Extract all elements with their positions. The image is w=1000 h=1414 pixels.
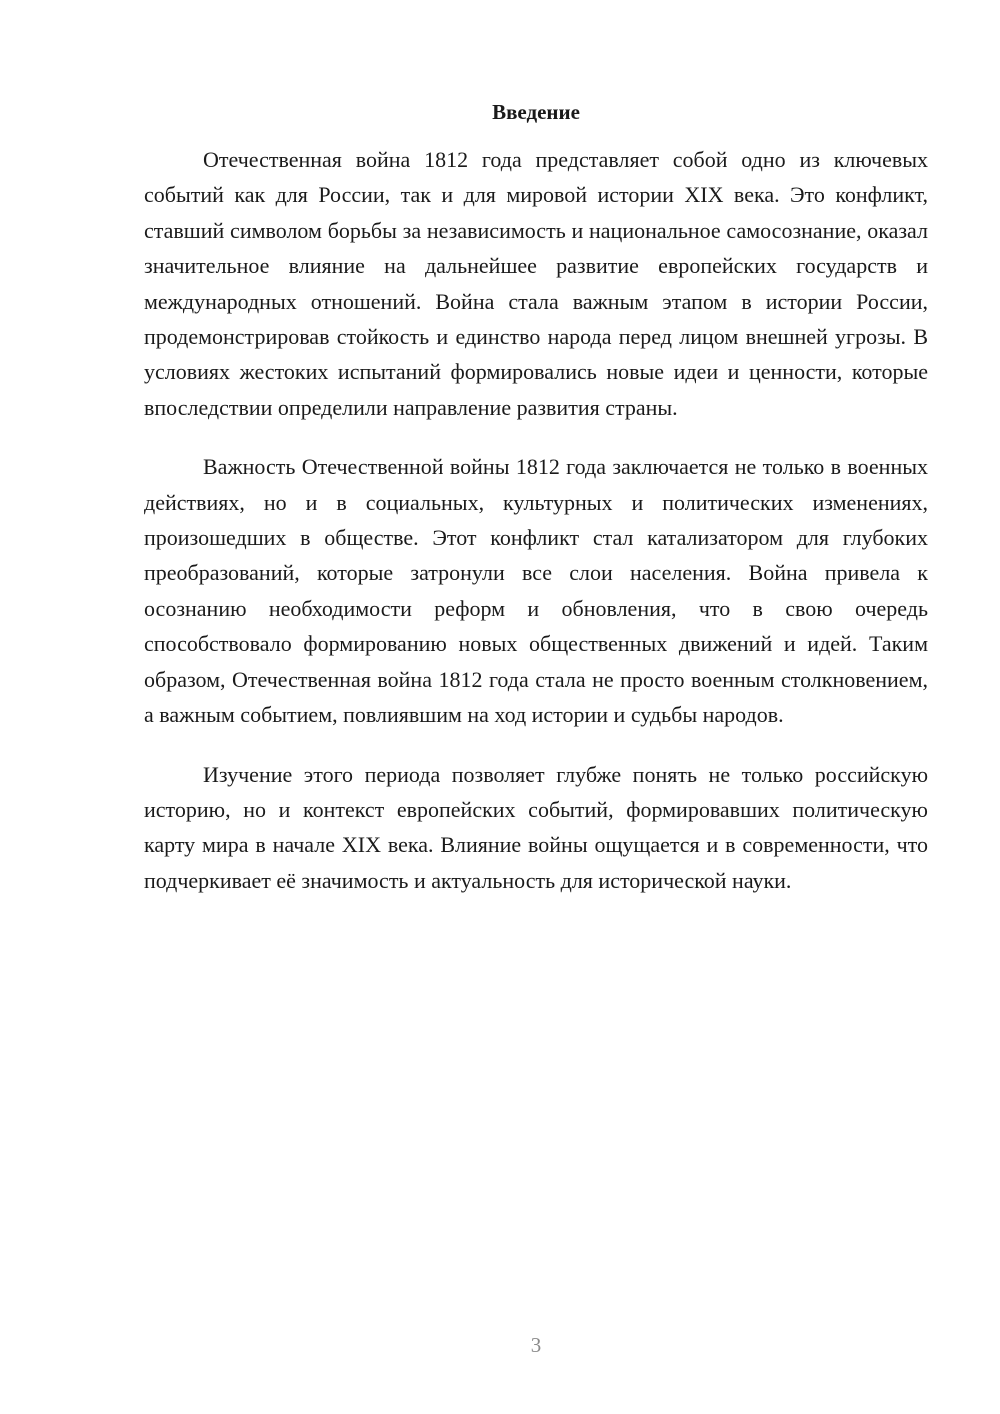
paragraph-1: Отечественная война 1812 года представляет собой одно из ключевых событий как для России, так и для мировой истории XIX века. Это конфликт, ставший символом борьбы за независимость и национальное самосознание, оказал значительное влияние на дальнейшее развитие европейских государств и международных отношений. Война стала важным этапом в истории России, продемонстрировав стойкость и единство народа перед лицом внешней угрозы. В условиях жестоких испытаний формировались новые идеи и ценности, которые впоследствии определили направление развития страны. [144,147,928,420]
paragraph-2: Важность Отечественной войны 1812 года заключается не только в военных действиях, но и в социальных, культурных и политических изменениях, произошедших в обществе. Этот конфликт стал катализатором для глубоких преобразований, которые затронули все слои населения. Война привела к осознанию необходимости реформ и обновления, что в свою очередь способствовало формированию новых общественных движений и идей. Таким образом, Отечественная война 1812 года стала не просто военным столкновением, а важным событием, повлиявшим на ход истории и судьбы народов. [144,454,928,728]
paragraph-3: Изучение этого периода позволяет глубже понять не только российскую историю, но и контекст европейских событий, формировавших политическую карту мира в начале XIX века. Влияние войны ощущается и в современности, что подчеркивает её значимость и актуальность для исторической науки. [144,761,928,893]
page-number: 3 [530,1333,542,1357]
section-title: Введение [492,100,580,124]
body-text [144,142,928,922]
